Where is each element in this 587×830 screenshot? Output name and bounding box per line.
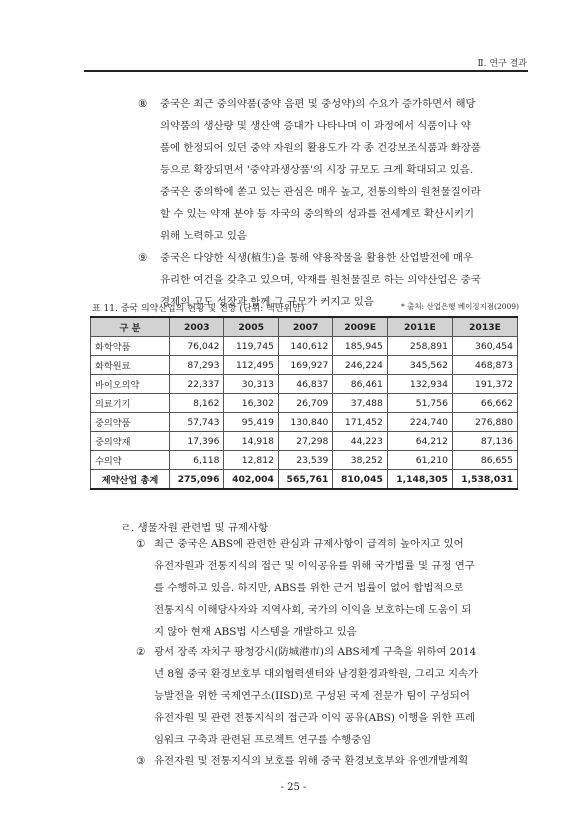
row-label: 제약산업 총계 — [91, 470, 170, 490]
table-cell: 360,454 — [452, 337, 517, 356]
text-line: 유전자원 및 전통지식의 보호를 위해 중국 환경보호부와 유엔개발계획 — [154, 755, 469, 767]
row-label: 화학약품 — [91, 337, 170, 356]
table-row — [91, 432, 518, 451]
table-cell: 22,337 — [170, 375, 224, 394]
table-row — [91, 394, 518, 413]
table-row — [91, 451, 518, 470]
text-line: 등으로 확장되면서 '중약과생상품'의 시장 규모도 크게 확대되고 있음. — [160, 164, 474, 176]
text-line: 의약품의 생산량 및 생산액 증대가 나타나며 이 과정에서 식품이나 약 — [160, 120, 471, 132]
table-cell: 86,655 — [452, 451, 517, 470]
table-cell: 191,372 — [452, 375, 517, 394]
item-number: ② — [136, 646, 146, 658]
column-header: 2007 — [278, 317, 332, 337]
row-label: 의료기기 — [91, 394, 170, 413]
table-cell: 87,136 — [452, 432, 517, 451]
row-label: 수의약 — [91, 451, 170, 470]
table-cell: 565,761 — [278, 470, 332, 490]
row-label: 중의약재 — [91, 432, 170, 451]
pharma-industry-table — [90, 316, 518, 490]
table-cell: 44,223 — [333, 432, 387, 451]
law-item-1-paragraph — [136, 533, 520, 643]
item-number: ① — [136, 538, 146, 550]
text-line: 중국은 다양한 식생(植生)을 통해 약용작물을 활용한 산업발전에 매우 — [160, 252, 473, 264]
page-number: - 25 - — [280, 782, 307, 793]
row-label: 중의약품 — [91, 413, 170, 432]
table-cell: 17,396 — [170, 432, 224, 451]
table-cell: 16,302 — [224, 394, 278, 413]
table-cell: 14,918 — [224, 432, 278, 451]
table-row — [91, 413, 518, 432]
table-cell: 8,162 — [170, 394, 224, 413]
item-8-paragraph — [138, 93, 518, 247]
table-row — [91, 375, 518, 394]
table-cell: 119,745 — [224, 337, 278, 356]
table-cell: 61,210 — [387, 451, 452, 470]
text-line: 를 수행하고 있음. 하지만, ABS를 위한 근거 법률이 없어 합법적으로 — [154, 582, 464, 594]
table-cell: 468,873 — [452, 356, 517, 375]
table-cell: 1,148,305 — [387, 470, 452, 490]
table-cell: 12,812 — [224, 451, 278, 470]
table-cell: 258,891 — [387, 337, 452, 356]
table-caption — [92, 301, 519, 314]
text-line: 유전자원 및 관련 전통지식의 접근과 이익 공유(ABS) 이행을 위한 프레 — [154, 712, 476, 724]
text-line: 임워크 구축과 관련된 프로젝트 연구를 수행중임 — [154, 734, 372, 746]
text-line: 지 않아 현재 ABS법 시스템을 개발하고 있음 — [154, 626, 357, 638]
column-header: 2005 — [224, 317, 278, 337]
table-cell: 27,298 — [278, 432, 332, 451]
text-line: 할 수 있는 약재 분야 등 자국의 중의학의 성과를 전세계로 확산시키기 — [160, 208, 475, 220]
table-title: 표 11. 중국 의약산업의 현황 및 전망 (단위: 백만위안) — [92, 304, 305, 314]
text-line: 중국은 최근 중의약품(중약 음편 및 중성약)의 수요가 증가하면서 해당 — [160, 98, 476, 110]
table-cell: 51,756 — [387, 394, 452, 413]
table-cell: 37,488 — [333, 394, 387, 413]
text-line: 최근 중국은 ABS에 관련한 관심과 규제사항이 급격히 높아지고 있어 — [154, 538, 464, 550]
table-cell: 169,927 — [278, 356, 332, 375]
table-cell: 87,293 — [170, 356, 224, 375]
header-divider — [84, 70, 528, 72]
table-cell: 185,945 — [333, 337, 387, 356]
table-cell: 23,539 — [278, 451, 332, 470]
table-cell: 112,495 — [224, 356, 278, 375]
table-cell: 57,743 — [170, 413, 224, 432]
table-total-row — [91, 470, 518, 490]
table-cell: 171,452 — [333, 413, 387, 432]
text-line: 년 8월 중국 환경보호부 대외협력센터와 남경환경과학원, 그리고 지속가 — [154, 668, 479, 680]
table-cell: 66,662 — [452, 394, 517, 413]
row-label: 바이오의약 — [91, 375, 170, 394]
table-cell: 276,880 — [452, 413, 517, 432]
table-cell: 810,045 — [333, 470, 387, 490]
column-header: 2009E — [333, 317, 387, 337]
table-header-row — [91, 317, 518, 337]
table-cell: 130,840 — [278, 413, 332, 432]
row-label: 화학원료 — [91, 356, 170, 375]
table-cell: 26,709 — [278, 394, 332, 413]
table-cell: 275,096 — [170, 470, 224, 490]
text-line: 능발전을 위한 국제연구소(IISD)로 구성된 국제 전문가 팀이 구성되어 — [154, 690, 470, 702]
item-number: ⑧ — [138, 98, 148, 110]
text-line: 위해 노력하고 있음 — [160, 230, 247, 242]
table-row — [91, 337, 518, 356]
table-cell: 30,313 — [224, 375, 278, 394]
table-cell: 38,252 — [333, 451, 387, 470]
table-cell: 64,212 — [387, 432, 452, 451]
item-number: ⑨ — [138, 252, 148, 264]
table-cell: 140,612 — [278, 337, 332, 356]
text-line: 경제의 고도 성장과 함께 그 규모가 커지고 있음 — [160, 296, 374, 308]
column-header: 2003 — [170, 317, 224, 337]
item-number: ③ — [136, 755, 146, 767]
table-cell: 46,837 — [278, 375, 332, 394]
text-line: 품에 한정되어 있던 중약 자원의 활용도가 각 종 건강보조식품과 화장품 — [160, 142, 481, 154]
table-cell: 246,224 — [333, 356, 387, 375]
table-cell: 1,538,031 — [452, 470, 517, 490]
text-line: 전통지식 이해당사자와 지역사회, 국가의 이익을 보호하는데 도움이 되 — [154, 604, 472, 616]
text-line: 광서 장족 자치구 팡청강시(防城港市)의 ABS체계 구축을 위하여 2014 — [154, 646, 477, 658]
table-row — [91, 356, 518, 375]
table-cell: 86,461 — [333, 375, 387, 394]
law-item-2-paragraph — [136, 641, 520, 751]
text-line: 유전자원과 전통지식의 접근 및 이익공유를 위해 국가법률 및 규정 연구 — [154, 560, 475, 572]
table-cell: 76,042 — [170, 337, 224, 356]
column-header: 2011E — [387, 317, 452, 337]
table-cell: 132,934 — [387, 375, 452, 394]
table-cell: 402,004 — [224, 470, 278, 490]
table-source: * 출처: 산업은행 베이징지점(2009) — [400, 302, 519, 311]
running-header: Ⅱ. 연구 결과 — [477, 59, 527, 69]
text-line: 유리한 여건을 갖추고 있으며, 약재를 원천물질로 하는 의약산업은 중국 — [160, 274, 481, 286]
table-cell: 6,118 — [170, 451, 224, 470]
table-cell: 345,562 — [387, 356, 452, 375]
table-cell: 224,740 — [387, 413, 452, 432]
table-cell: 95,419 — [224, 413, 278, 432]
section-heading: ㄹ. 생물자원 관련법 및 규제사항 — [121, 522, 268, 534]
law-item-3-paragraph — [136, 750, 520, 772]
text-line: 중국은 중의학에 쏟고 있는 관심은 매우 높고, 전통의학의 원천물질이라 — [160, 186, 481, 198]
column-header: 2013E — [452, 317, 517, 337]
column-header: 구 분 — [91, 317, 170, 337]
